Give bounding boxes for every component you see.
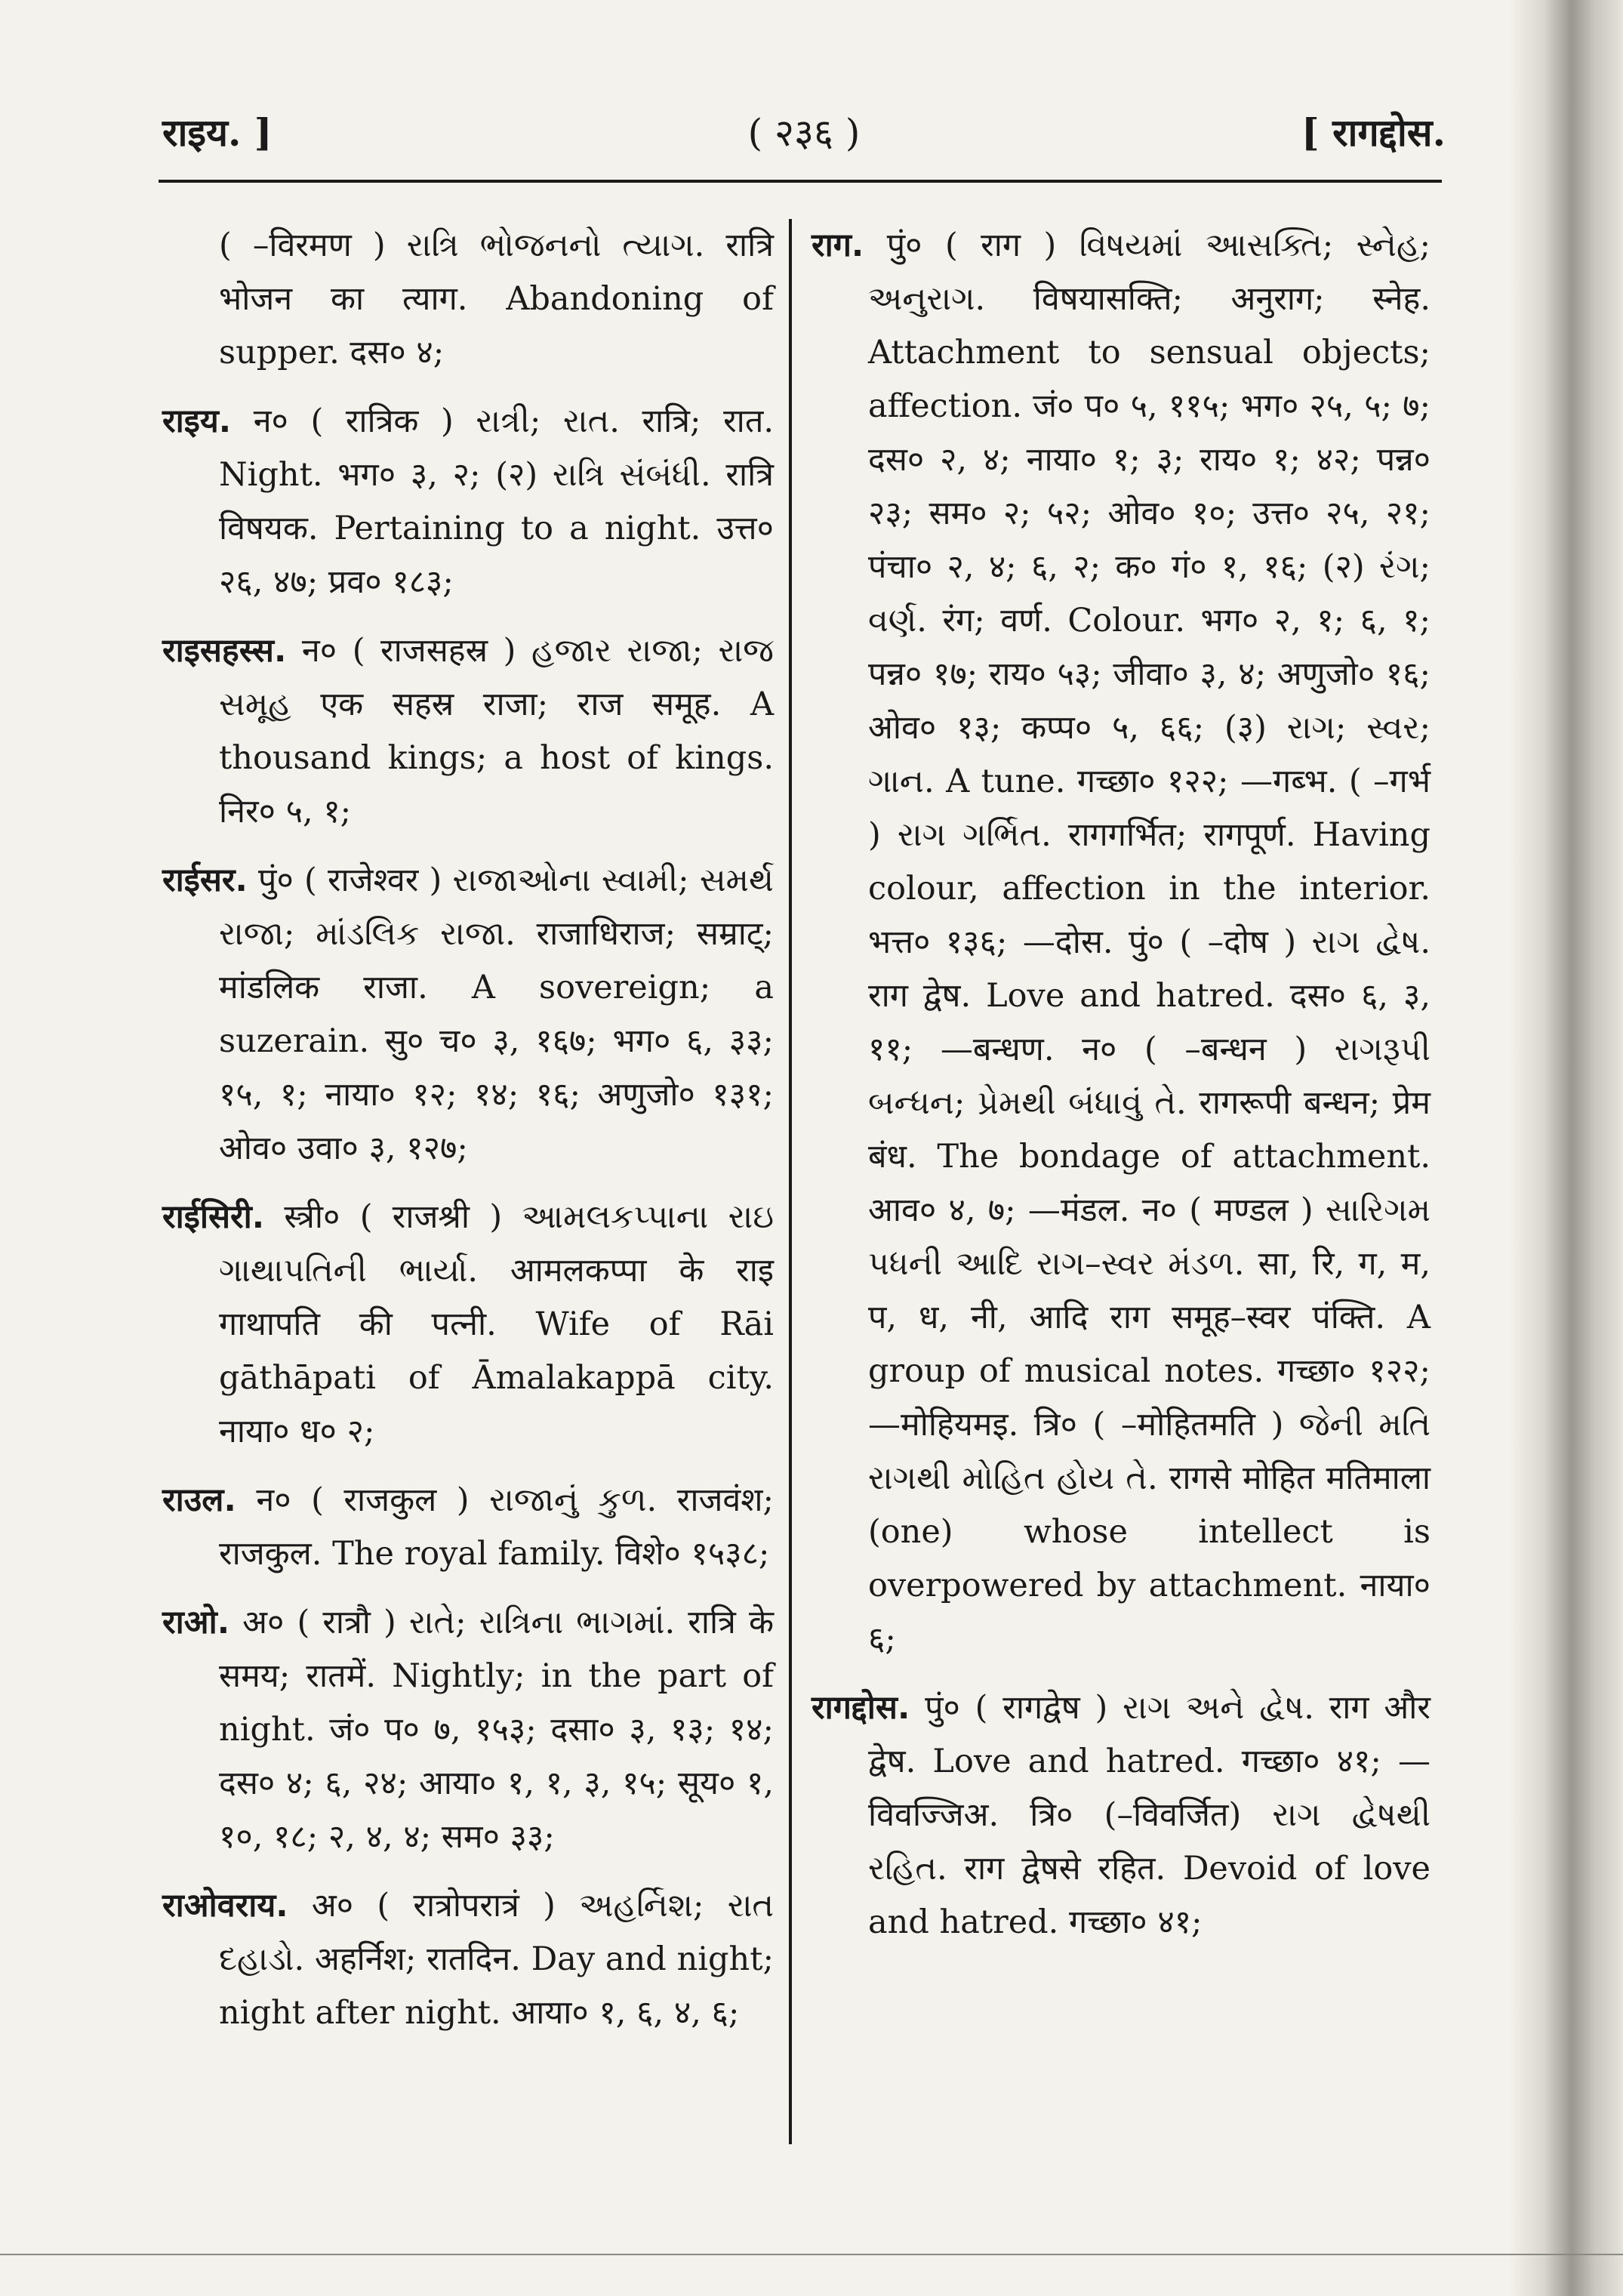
dictionary-entry (162, 219, 774, 380)
entry-text: न० ( राजसहस्र ) હજાર રાજા; રાજ સમૂહ एक सहस्र राजा; राज समूह. A thousand kings; a host of kings. निर० ५, १; (219, 632, 774, 831)
entry-headword: राओवराय. (162, 1887, 288, 1925)
header-right-guide-word: [ रागद्दोस. (1301, 110, 1446, 155)
dictionary-entry (162, 395, 774, 609)
right-column (812, 219, 1431, 1965)
entry-headword: राओ. (162, 1604, 230, 1641)
scan-edge-line (0, 2254, 1623, 2255)
dictionary-entry (162, 624, 774, 839)
header-left-guide-word: राइय. ] (162, 110, 273, 155)
column-divider (789, 219, 792, 2144)
entry-text: पुं० ( राग ) વિષયમાં આસક્તિ; સ્નેહ; અનુરાગ. विषयासक्ति; अनुराग; स्नेह. Attachment to sensual objects; affection. जं० प० ५, ११५; भग० २५, ५; ७; दस० २, ४; नाया० १; ३; राय० १; ४२; पन्न० २३; सम० २; ५२; ओव० १०; उत्त० २५, २१; पंचा० २, ४; ६, २; क० गं० १, १६; (२) રંગ; વર્ણ. रंग; वर्ण. Colour. भग० २, १; ६, १; पन्न० १७; राय० ५३; जीवा० ३, ४; अणुजो० १६; ओव० १३; कप्प० ५, ६६; (३) રાગ; સ્વર; ગાન. A tune. गच्छा० १२२; —गब्भ. ( –गर्भ ) રાગ ગર્ભિત. रागगर्भित; रागपूर्ण. Having colour, affection in the interior. भत्त० १३६; —दोस. पुं० ( –दोष ) રાગ દ્વેષ. राग द्वेष. Love and hatred. दस० ६, ३, ११; —बन्धण. न० ( –बन्धन ) રાગરૂપી બન્ધન; પ્રેમથી બંધાવું તે. रागरूपी बन्धन; प्रेम बंध. The bondage of attachment. आव० ४, ७; —मंडल. न० ( मण्डल ) સારિગમ પધની આદિ રાગ–સ્વર મંડળ. सा, रि, ग, म, प, ध, नी, आदि राग समूह–स्वर पंक्ति. A group of musical notes. गच्छा० १२२; —मोहियमइ. त्रि० ( –मोहितमति ) જેની મતિ રાગથી મોહિત હોય તે. रागसे मोहित मतिमाला (one) whose intellect is overpowered by attachment. नाया० ६; (864, 227, 1431, 1658)
dictionary-entry (162, 1191, 774, 1459)
entry-text: पुं० ( रागद्वेष ) રાગ અને દ્વેષ. राग और द्वेष. Love and hatred. गच्छा० ४१; —विवज्जिअ. त्रि० (–विवर्जित) રાગ દ્વેષથી રહિત. राग द्वेषसे रहित. Devoid of love and hatred. गच्छा० ४१; (868, 1689, 1431, 1941)
entry-text: ( –विरमण ) રાત્રિ ભોજનનો ત્યાગ. रात्रि भोजन का त्याग. Abandoning of supper. दस० ४; (219, 227, 774, 371)
entry-text: अ० ( रात्रौ ) રાતે; રાત્રિના ભાગમાં. रात्रि के समय; रातमें. Nightly; in the part of night. जं० प० ७, १५३; दसा० ३, १३; १४; दस० ४; ६, २४; आया० १, १, ३, १५; सूय० १, १०, १८; २, ४, ४; सम० ३३; (219, 1604, 774, 1856)
entry-headword: रागद्दोस. (812, 1689, 910, 1727)
entry-text: पुं० ( राजेश्वर ) રાજાઓના સ્વામી; સમર્થ રાજા; માંડલિક રાજા. राजाधिराज; सम्राट्; मांडलिक राजा. A sovereign; a suzerain. सु० च० ३, १६७; भग० ६, ३३; १५, १; नाया० १२; १४; १६; अणुजो० १३१; ओव० उवा० ३, १२७; (219, 861, 774, 1167)
entry-headword: राईसर. (162, 861, 248, 899)
dictionary-entry (812, 219, 1431, 1666)
entry-headword: राईसिरी. (162, 1198, 265, 1236)
entry-headword: राग. (812, 227, 864, 264)
dictionary-entry (162, 1879, 774, 2040)
page-binding-shadow (1510, 0, 1623, 2296)
entry-headword: राउल. (162, 1481, 236, 1519)
entry-text: स्त्री० ( राजश्री ) આમલકપ્પાના રાઇ ગાથાપતિની ભાર્યા. आमलकप्पा के राइ गाथापति की पत्नी. Wife of Rāi gāthāpati of Āmalakappā city. नाया० ध० २; (219, 1198, 774, 1450)
left-column (162, 219, 774, 2055)
dictionary-entry (162, 1596, 774, 1864)
entry-text: न० ( रात्रिक ) રાત્રી; રાત. रात्रि; रात. Night. भग० ३, २; (२) રાત્રિ સંબંધી. रात्रि विषयक. Pertaining to a night. उत्त० २६, ४७; प्रव० १८३; (219, 402, 774, 601)
header-rule (159, 180, 1442, 183)
dictionary-entry (812, 1681, 1431, 1949)
entry-text: अ० ( रात्रोपरात्रं ) અહર્નિશ; રાત દહાડો. अहर्निश; रातदिन. Day and night; night after night. आया० १, ६, ४, ६; (219, 1887, 774, 2032)
entry-headword: राइसहस्स. (162, 632, 287, 670)
page-header (162, 106, 1446, 166)
dictionary-entry (162, 1474, 774, 1581)
entry-headword: राइय. (162, 402, 232, 440)
page-number: ( २३६ ) (747, 111, 861, 155)
entry-text: न० ( राजकुल ) રાજાનું કુળ. राजवंश; राजकुल. The royal family. विशे० १५३८; (219, 1481, 774, 1573)
dictionary-entry (162, 854, 774, 1176)
